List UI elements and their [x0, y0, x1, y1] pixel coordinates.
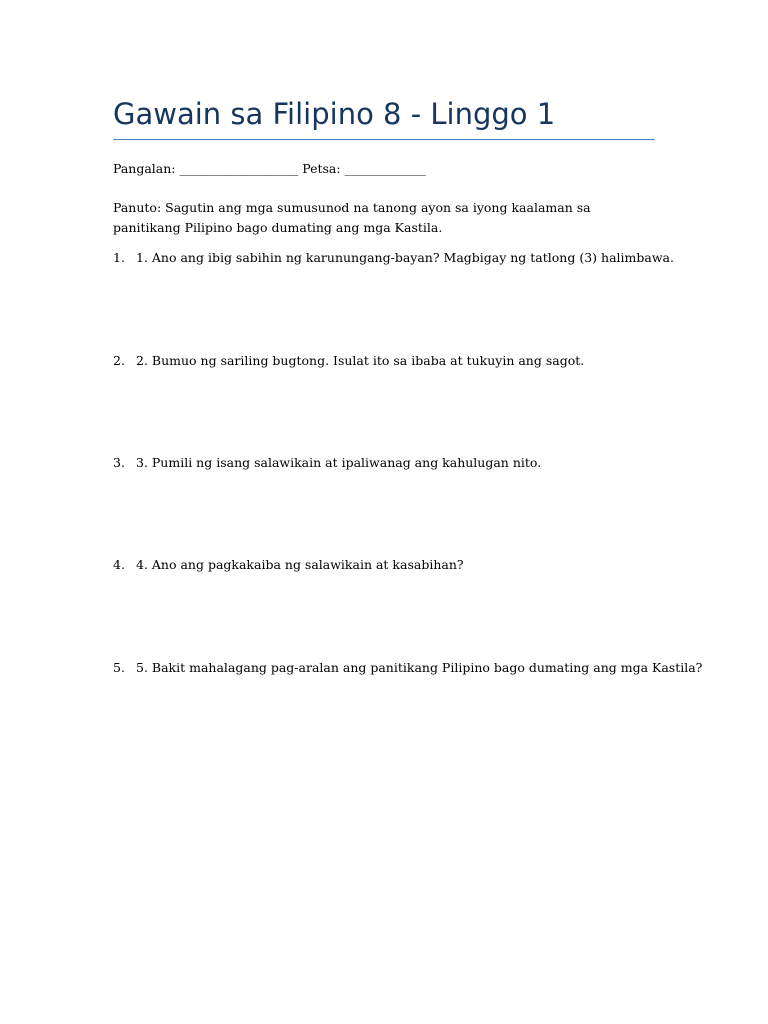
date-blank: _____________ — [344, 161, 426, 176]
document-title: Gawain sa Filipino 8 - Linggo 1 — [113, 97, 556, 131]
question-number: 1. — [113, 250, 125, 265]
instructions: Panuto: Sagutin ang mga sumusunod na tanong ayon sa iyong kaalaman sa panitikang Pilipino bago dumating ang mga Kastila. — [113, 200, 591, 235]
question-text: 4. Ano ang pagkakaiba ng salawikain at kasabihan? — [136, 557, 464, 572]
name-blank: ___________________ — [179, 161, 299, 176]
question-item — [113, 455, 541, 471]
question-number: 3. — [113, 455, 125, 470]
title-underline — [113, 139, 655, 140]
question-item — [113, 250, 674, 266]
question-number: 5. — [113, 660, 125, 675]
question-number: 4. — [113, 557, 125, 572]
question-item — [113, 353, 584, 369]
question-item — [113, 660, 702, 676]
name-label: Pangalan: — [113, 161, 176, 176]
question-text: 3. Pumili ng isang salawikain at ipaliwanag ang kahulugan nito. — [136, 455, 542, 470]
question-text: 2. Bumuo ng sariling bugtong. Isulat ito sa ibaba at tukuyin ang sagot. — [136, 353, 585, 368]
question-item — [113, 557, 464, 573]
question-number: 2. — [113, 353, 125, 368]
question-text: 5. Bakit mahalagang pag-aralan ang panitikang Pilipino bago dumating ang mga Kastila? — [136, 660, 703, 675]
student-fields — [113, 161, 426, 177]
question-text: 1. Ano ang ibig sabihin ng karunungang-bayan? Magbigay ng tatlong (3) halimbawa. — [136, 250, 674, 265]
date-label: Petsa: — [302, 161, 341, 176]
